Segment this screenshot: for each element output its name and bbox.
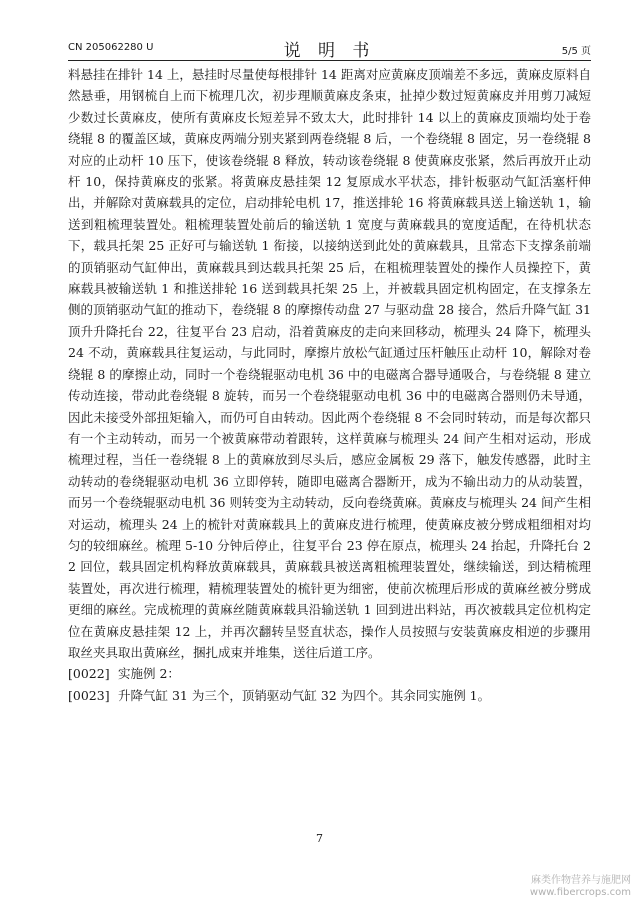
paragraph-text: 升降气缸 31 为三个，顶销驱动气缸 32 为四个。其余同实施例 1。: [118, 687, 491, 703]
paragraph-number: [0022]: [68, 666, 110, 682]
page-title: 说 明 书: [283, 41, 376, 61]
page-header: [68, 36, 591, 61]
publication-number: CN 205062280 U: [68, 42, 154, 53]
site-watermark: [530, 875, 631, 899]
paragraph-number: [0023]: [68, 687, 110, 703]
header-rule: [68, 60, 591, 61]
page-number: 7: [316, 832, 323, 845]
document-body: [68, 64, 591, 706]
watermark-url: www.fibercrops.com: [529, 887, 631, 898]
paragraph-0022: [68, 663, 591, 684]
watermark-name: 麻类作物营养与施肥网: [531, 875, 631, 886]
page-count: 5/5 页: [561, 46, 591, 57]
continued-paragraph: 料悬挂在排针 14 上，悬挂时尽量使每根排针 14 距离对应黄麻皮顶端差不多远，黄麻皮原料自然悬垂，用钢梳自上而下梳理几次，初步理顺黄麻皮条束，扯掉少数过短黄麻皮并用剪刀减短少数过长黄麻皮，使所有黄麻皮长短差异不致太大，此时排针 14 以上的黄麻皮顶端均处于卷绕辊 8 的覆盖区域，黄麻皮两端分别夹紧到两卷绕辊 8 后，一个卷绕辊 8 固定，另一卷绕辊 8 对应的止动杆 10 压下，使该卷绕辊 8 释放，转动该卷绕辊 8 使黄麻皮张紧，然后再放开止动杆 10，保持黄麻皮的张紧。将黄麻皮悬挂架 12 复原成水平状态，排针板驱动气缸活塞杆伸出，并解除对黄麻载具的定位，启动排轮电机 17，推送排轮 16 将黄麻载具送上输送轨 1，输送到粗梳理装置处。粗梳理装置处前后的输送轨 1 宽度与黄麻载具的宽度适配，在待机状态下，载具托架 25 正好可与输送轨 1 衔接，以接纳送到此处的黄麻载具，且常态下支撑条前端的顶销驱动气缸伸出，黄麻载具到达载具托架 25 后，在粗梳理装置处的操作人员操控下，黄麻载具被输送轨 1 和推送排轮 16 送到载具托架 25 上，并被载具固定机构固定，在支撑条左侧的顶销驱动气缸的推动下，卷绕辊 8 的摩擦传动盘 27 与驱动盘 28 接合，然后升降气缸 31 顶升升降托台 22，往复平台 23 启动，沿着黄麻皮的走向来回移动，梳理头 24 降下，梳理头 24 不动，黄麻载具往复运动，与此同时，摩擦片放松气缸通过压杆触压止动杆 10，解除对卷绕辊 8 的摩擦止动，同时一个卷绕辊驱动电机 36 中的电磁离合器导通吸合，与卷绕辊 8 建立传动连接，带动此卷绕辊 8 旋转，而另一个卷绕辊驱动电机 36 中的电磁离合器则仍未导通，因此未接受外部扭矩输入，而仍可自由转动。因此两个卷绕辊 8 不会同时转动，而是每次都只有一个主动转动，而另一个被黄麻带动着跟转，这样黄麻与梳理头 24 间产生相对运动，形成梳理过程，当任一卷绕辊 8 上的黄麻放到尽头后，感应金属板 29 落下，触发传感器，此时主动转动的卷绕辊驱动电机 36 立即停转，随即电磁离合器断开，成为不输出动力的从动装置，而另一个卷绕辊驱动电机 36 则转变为主动转动，反向卷绕黄麻。黄麻皮与梳理头 24 间产生相对运动，梳理头 24 上的梳针对黄麻载具上的黄麻皮进行梳理，使黄麻皮被分劈成粗细相对均匀的较细麻丝。梳理 5-10 分钟后停止，往复平台 23 停在原点，梳理头 24 抬起，升降托台 22 回位，载具固定机构释放黄麻载具，黄麻载具被送离粗梳理装置处，继续输送，到达精梳理装置处，再次进行梳理，精梳理装置处的梳针更为细密，使前次梳理后形成的黄麻丝被分劈成更细的麻丝。完成梳理的黄麻丝随黄麻载具沿输送轨 1 回到进出料站，再次被载具定位机构定位在黄麻皮悬挂架 12 上，并再次翻转呈竖直状态，操作人员按照与安装黄麻皮相逆的步骤用取丝夹具取出黄麻丝，捆扎成束并堆集，送往后道工序。: [68, 67, 591, 660]
paragraph-0023: [68, 685, 591, 706]
paragraph-text: 实施例 2：: [118, 666, 180, 682]
